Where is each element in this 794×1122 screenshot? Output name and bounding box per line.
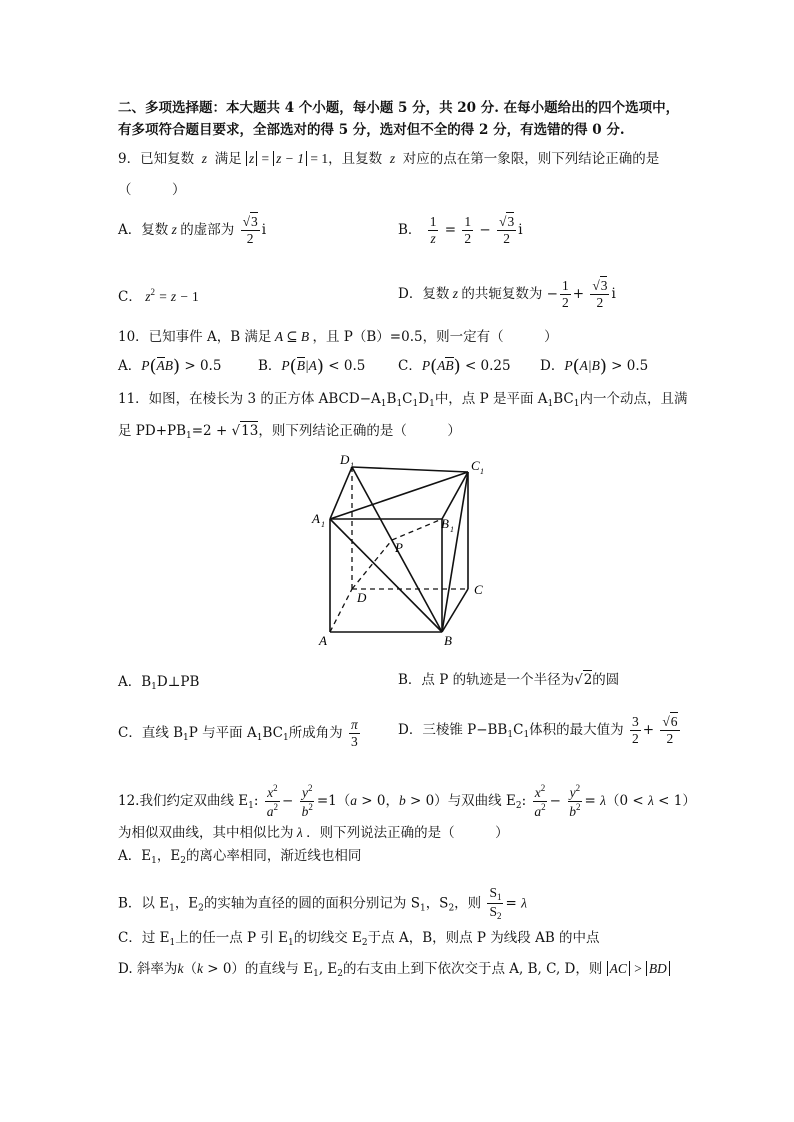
q12-option-a: A．$E_1$，$E_2$的离心率相同，渐近线也相同 [118, 848, 362, 866]
label-B: B [444, 633, 452, 648]
q9-stem: 9．已知复数 z 满足 z = z − 1 = 1，且复数 z 对应的点在第一象限，则下列结论正确的是 [118, 151, 660, 167]
q9-option-c: C． $z^2 = z - 1$ [118, 287, 199, 305]
edge-D1C1 [352, 467, 468, 472]
edge-A1D1 [330, 467, 352, 519]
label-P: P [395, 540, 403, 555]
edge-AD [330, 589, 352, 632]
label-D1: D [340, 452, 350, 467]
q12-stem-line1: 12.我们约定双曲线 $E_1$: $\frac{x^2}{a^2}$ − $\frac{y^2}{b^2}$ =1（a > 0，b > 0）与双曲线 $E_2$: $\frac{x^2}{a^2}$ − $\frac{y^2}{b^2}$ = λ（0 < λ < 1） [118, 783, 696, 820]
q9-option-a: A．复数 z 的虚部为 $\frac{√3}{2}$ i [118, 214, 267, 247]
q10-option-b: B．P(B|A) < 0.5 [258, 356, 366, 377]
q12-stem-line2: 为相似双曲线，其中相似比为 λ ．则下列说法正确的是（ ） [118, 825, 509, 841]
q11-option-c: C．直线 $B_1P$ 与平面 $A_1BC_1$所成角为 $\frac{\pi}{3}$ [118, 717, 358, 750]
label-D: D [357, 590, 367, 605]
q9-option-d: D．复数 z 的共轭复数为 − $\frac{1}{2}$ + $\frac{√3}{2}$ i [398, 278, 616, 311]
q11-option-a: A．$B_1D\perp PB$ [118, 674, 200, 692]
label-C1: C [471, 458, 480, 473]
q11-option-b: B．点 P 的轨迹是一个半径为√2的圆 [398, 672, 620, 688]
q10-option-a: A．P(AB) > 0.5 [118, 356, 222, 377]
label-C: C [474, 582, 483, 597]
q11-stem-line2: 足 $PD+PB_1=2 + √13$，则下列结论正确的是（ ） [118, 423, 461, 441]
svg-text:1: 1 [480, 467, 484, 476]
svg-text:1: 1 [350, 461, 354, 470]
q12-option-d: D. 斜率为k（k > 0）的直线与 $E_1$, $E_2$的右支由上到下依次交于点 A, B, C, D，则 AC > BD [118, 962, 670, 979]
q11-stem-line1: 11．如图，在棱长为 3 的正方体 $ABCD-A_1B_1C_1D_1$中，点 P 是平面 $A_1BC_1$内一个动点，且满 [118, 391, 688, 409]
cube-figure [310, 452, 500, 652]
edge-A1B [330, 519, 442, 632]
section-title-line1: 二、多项选择题：本大题共 4 个小题，每小题 5 分，共 20 分. 在每小题给出的四个选项中， [118, 100, 680, 116]
label-B1: B [441, 516, 449, 531]
edge-A1C1 [330, 472, 468, 519]
section-title-line2: 有多项符合题目要求，全部选对的得 5 分，选对但不全的得 2 分，有选错的得 0 分. [118, 122, 625, 138]
q12-option-c: C．过 $E_1$上的任一点 P 引 $E_1$的切线交 $E_2$于点 A，B，则点 P 为线段 AB 的中点 [118, 930, 600, 948]
q11-option-d: D．三棱锥 $P-BB_1C_1$体积的最大值为 $\frac{3}{2}$ + $\frac{√6}{2}$ [398, 714, 678, 747]
q10-stem: 10．已知事件 A，B 满足 A ⊆ B ，且 P（B）=0.5，则一定有（ ） [118, 329, 558, 345]
label-A1: A [312, 511, 320, 526]
svg-text:1: 1 [450, 525, 454, 534]
q9-paren: （ ） [118, 182, 186, 198]
label-A: A [319, 633, 327, 648]
svg-text:1: 1 [321, 520, 325, 529]
segment-PB1 [392, 519, 442, 540]
q10-option-d: D．P(A|B) > 0.5 [540, 356, 649, 377]
q12-option-b: B．以 $E_1$，$E_2$的实轴为直径的圆的面积分别记为 $S_1$，$S_2$，则 $\frac{S_1}{S_2}$ = λ [118, 885, 527, 922]
q9-option-b: B． $\frac{1}{z}$ = $\frac{1}{2}$ − $\frac{√3}{2}$ i [398, 214, 523, 247]
q10-option-c: C．P(AB) < 0.25 [398, 356, 511, 377]
